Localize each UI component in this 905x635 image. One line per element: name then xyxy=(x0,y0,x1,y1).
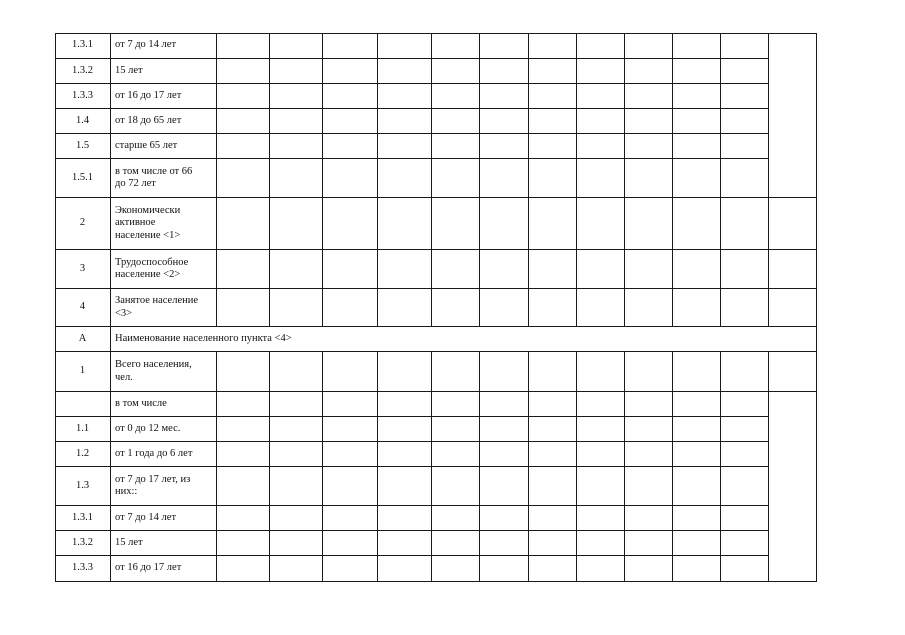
data-cell xyxy=(480,556,529,582)
data-cell xyxy=(217,417,270,442)
row-number-cell: 4 xyxy=(55,289,111,327)
data-cell xyxy=(721,33,769,59)
data-cell xyxy=(378,506,432,531)
data-cell xyxy=(625,250,673,289)
data-cell xyxy=(529,134,577,159)
data-cell xyxy=(625,506,673,531)
data-cell xyxy=(378,250,432,289)
data-cell xyxy=(480,84,529,109)
data-cell xyxy=(673,506,721,531)
row-number-cell: 1.3.3 xyxy=(55,556,111,582)
row-label-cell: от 7 до 14 лет xyxy=(111,506,217,531)
data-cell xyxy=(577,506,625,531)
data-cell xyxy=(270,84,323,109)
data-cell xyxy=(625,352,673,392)
data-cell xyxy=(432,556,480,582)
data-cell xyxy=(217,556,270,582)
data-cell xyxy=(270,442,323,467)
data-cell xyxy=(432,59,480,84)
data-cell xyxy=(378,352,432,392)
data-cell xyxy=(323,442,378,467)
data-cell xyxy=(378,159,432,198)
data-cell xyxy=(323,417,378,442)
data-cell xyxy=(529,417,577,442)
row-number-cell: 1.3.3 xyxy=(55,84,111,109)
data-cell xyxy=(577,250,625,289)
row-number-cell: 3 xyxy=(55,250,111,289)
merged-cell xyxy=(769,392,817,582)
data-cell xyxy=(577,417,625,442)
data-cell xyxy=(480,417,529,442)
data-cell xyxy=(625,392,673,417)
row-label-cell: в том числе от 66 до 72 лет xyxy=(111,159,217,198)
row-number-cell: 1 xyxy=(55,352,111,392)
data-cell xyxy=(480,531,529,556)
data-cell xyxy=(625,531,673,556)
data-cell xyxy=(270,531,323,556)
data-cell xyxy=(480,33,529,59)
data-cell xyxy=(480,109,529,134)
data-cell xyxy=(270,198,323,250)
data-cell xyxy=(217,159,270,198)
data-cell xyxy=(673,134,721,159)
data-cell xyxy=(529,352,577,392)
data-cell xyxy=(625,442,673,467)
row-label-cell: от 7 до 14 лет xyxy=(111,33,217,59)
row-label-cell: Занятое население <3> xyxy=(111,289,217,327)
data-cell xyxy=(432,159,480,198)
data-cell xyxy=(217,250,270,289)
data-cell xyxy=(323,531,378,556)
data-cell xyxy=(480,250,529,289)
data-cell xyxy=(480,506,529,531)
data-cell xyxy=(721,467,769,506)
row-number-cell xyxy=(55,392,111,417)
data-cell xyxy=(529,442,577,467)
data-cell xyxy=(721,59,769,84)
data-cell xyxy=(625,556,673,582)
data-cell xyxy=(577,556,625,582)
data-cell xyxy=(323,59,378,84)
row-label-cell: Всего населения, чел. xyxy=(111,352,217,392)
data-cell xyxy=(625,33,673,59)
data-cell xyxy=(721,417,769,442)
data-cell xyxy=(270,352,323,392)
data-cell xyxy=(217,442,270,467)
row-label-cell: от 7 до 17 лет, из них:: xyxy=(111,467,217,506)
row-label-cell: старше 65 лет xyxy=(111,134,217,159)
data-cell xyxy=(480,159,529,198)
data-cell xyxy=(323,198,378,250)
row-label-cell: 15 лет xyxy=(111,531,217,556)
data-cell xyxy=(529,289,577,327)
data-cell xyxy=(673,417,721,442)
data-cell xyxy=(270,467,323,506)
data-cell xyxy=(217,531,270,556)
data-cell xyxy=(323,392,378,417)
data-cell xyxy=(378,198,432,250)
data-cell xyxy=(721,556,769,582)
data-cell xyxy=(323,109,378,134)
data-cell xyxy=(625,134,673,159)
data-cell xyxy=(378,109,432,134)
data-cell xyxy=(270,250,323,289)
data-cell xyxy=(323,467,378,506)
data-cell xyxy=(480,289,529,327)
data-cell xyxy=(673,159,721,198)
data-cell xyxy=(529,250,577,289)
data-cell xyxy=(673,59,721,84)
row-label-cell: Трудоспособное население <2> xyxy=(111,250,217,289)
data-cell xyxy=(577,109,625,134)
row-number-cell: 1.5 xyxy=(55,134,111,159)
data-cell xyxy=(432,289,480,327)
data-cell xyxy=(577,84,625,109)
data-cell xyxy=(673,556,721,582)
data-cell xyxy=(529,159,577,198)
data-cell xyxy=(625,59,673,84)
row-label-cell: от 18 до 65 лет xyxy=(111,109,217,134)
data-cell xyxy=(323,352,378,392)
data-cell xyxy=(378,556,432,582)
data-cell xyxy=(673,392,721,417)
data-cell xyxy=(378,59,432,84)
row-label-cell: от 1 года до 6 лет xyxy=(111,442,217,467)
data-cell xyxy=(480,198,529,250)
row-number-cell: 1.2 xyxy=(55,442,111,467)
data-cell xyxy=(217,109,270,134)
data-cell xyxy=(270,417,323,442)
data-cell xyxy=(323,159,378,198)
data-cell xyxy=(673,33,721,59)
row-number-cell: 2 xyxy=(55,198,111,250)
data-cell xyxy=(769,352,817,392)
data-cell xyxy=(577,352,625,392)
data-cell xyxy=(625,417,673,442)
data-cell xyxy=(577,59,625,84)
row-label-cell: от 16 до 17 лет xyxy=(111,556,217,582)
data-cell xyxy=(323,289,378,327)
data-cell xyxy=(673,442,721,467)
data-cell xyxy=(270,33,323,59)
row-number-cell: 1.1 xyxy=(55,417,111,442)
data-cell xyxy=(432,392,480,417)
data-cell xyxy=(270,134,323,159)
data-cell xyxy=(721,198,769,250)
data-cell xyxy=(577,289,625,327)
data-cell xyxy=(432,109,480,134)
data-cell xyxy=(577,33,625,59)
data-cell xyxy=(673,467,721,506)
data-cell xyxy=(673,289,721,327)
data-cell xyxy=(529,33,577,59)
data-cell xyxy=(432,442,480,467)
data-cell xyxy=(270,159,323,198)
row-label-cell: от 0 до 12 мес. xyxy=(111,417,217,442)
data-cell xyxy=(480,442,529,467)
data-cell xyxy=(378,531,432,556)
data-cell xyxy=(378,33,432,59)
data-cell xyxy=(577,134,625,159)
data-cell xyxy=(529,467,577,506)
data-cell xyxy=(577,467,625,506)
data-cell xyxy=(480,134,529,159)
data-cell xyxy=(721,506,769,531)
data-cell xyxy=(270,289,323,327)
data-cell xyxy=(378,467,432,506)
row-number-cell: 1.3.2 xyxy=(55,531,111,556)
data-cell xyxy=(625,467,673,506)
section-header-cell: Наименование населенного пункта <4> xyxy=(111,327,817,352)
data-cell xyxy=(378,84,432,109)
data-cell xyxy=(721,134,769,159)
data-cell xyxy=(432,506,480,531)
data-cell xyxy=(270,556,323,582)
row-label-cell: Экономически активное население <1> xyxy=(111,198,217,250)
data-cell xyxy=(625,289,673,327)
data-cell xyxy=(217,352,270,392)
data-cell xyxy=(769,289,817,327)
data-cell xyxy=(432,198,480,250)
data-cell xyxy=(721,250,769,289)
data-cell xyxy=(625,198,673,250)
data-cell xyxy=(673,198,721,250)
data-cell xyxy=(721,289,769,327)
row-label-cell: от 16 до 17 лет xyxy=(111,84,217,109)
data-cell xyxy=(577,442,625,467)
data-cell xyxy=(432,33,480,59)
data-cell xyxy=(529,506,577,531)
data-cell xyxy=(529,556,577,582)
data-cell xyxy=(673,531,721,556)
data-cell xyxy=(378,442,432,467)
data-cell xyxy=(721,531,769,556)
data-cell xyxy=(673,109,721,134)
data-cell xyxy=(323,84,378,109)
data-cell xyxy=(577,198,625,250)
data-cell xyxy=(432,352,480,392)
data-cell xyxy=(673,250,721,289)
row-label-cell: 15 лет xyxy=(111,59,217,84)
row-number-cell: 1.5.1 xyxy=(55,159,111,198)
data-cell xyxy=(721,84,769,109)
data-cell xyxy=(217,467,270,506)
data-cell xyxy=(323,556,378,582)
data-cell xyxy=(217,506,270,531)
data-cell xyxy=(432,467,480,506)
data-cell xyxy=(217,59,270,84)
row-number-cell: 1.3.1 xyxy=(55,33,111,59)
data-cell xyxy=(217,198,270,250)
data-table xyxy=(55,33,817,582)
data-cell xyxy=(270,392,323,417)
data-cell xyxy=(270,59,323,84)
data-cell xyxy=(577,392,625,417)
data-cell xyxy=(217,33,270,59)
data-cell xyxy=(480,392,529,417)
data-cell xyxy=(721,109,769,134)
data-cell xyxy=(432,531,480,556)
data-cell xyxy=(323,33,378,59)
data-cell xyxy=(625,159,673,198)
row-number-cell: 1.3.2 xyxy=(55,59,111,84)
row-label-cell: в том числе xyxy=(111,392,217,417)
data-cell xyxy=(432,250,480,289)
data-cell xyxy=(625,84,673,109)
data-cell xyxy=(673,84,721,109)
data-cell xyxy=(577,159,625,198)
data-cell xyxy=(217,134,270,159)
data-cell xyxy=(721,442,769,467)
data-cell xyxy=(270,506,323,531)
data-cell xyxy=(529,198,577,250)
data-cell xyxy=(378,417,432,442)
data-cell xyxy=(217,392,270,417)
data-cell xyxy=(625,109,673,134)
data-cell xyxy=(721,159,769,198)
data-cell xyxy=(432,134,480,159)
data-cell xyxy=(217,289,270,327)
data-cell xyxy=(769,198,817,250)
data-cell xyxy=(432,417,480,442)
data-cell xyxy=(378,289,432,327)
data-cell xyxy=(480,352,529,392)
data-cell xyxy=(480,59,529,84)
data-cell xyxy=(529,392,577,417)
data-cell xyxy=(323,506,378,531)
data-cell xyxy=(378,134,432,159)
row-number-cell: 1.4 xyxy=(55,109,111,134)
data-cell xyxy=(721,352,769,392)
data-cell xyxy=(721,392,769,417)
row-number-cell: 1.3 xyxy=(55,467,111,506)
data-cell xyxy=(529,84,577,109)
merged-cell xyxy=(769,33,817,198)
data-cell xyxy=(769,250,817,289)
data-cell xyxy=(673,352,721,392)
data-cell xyxy=(529,109,577,134)
row-number-cell: 1.3.1 xyxy=(55,506,111,531)
data-cell xyxy=(529,531,577,556)
row-number-cell: А xyxy=(55,327,111,352)
data-cell xyxy=(378,392,432,417)
data-cell xyxy=(480,467,529,506)
data-cell xyxy=(323,250,378,289)
data-cell xyxy=(529,59,577,84)
data-cell xyxy=(577,531,625,556)
data-cell xyxy=(432,84,480,109)
data-cell xyxy=(270,109,323,134)
data-cell xyxy=(217,84,270,109)
data-cell xyxy=(323,134,378,159)
